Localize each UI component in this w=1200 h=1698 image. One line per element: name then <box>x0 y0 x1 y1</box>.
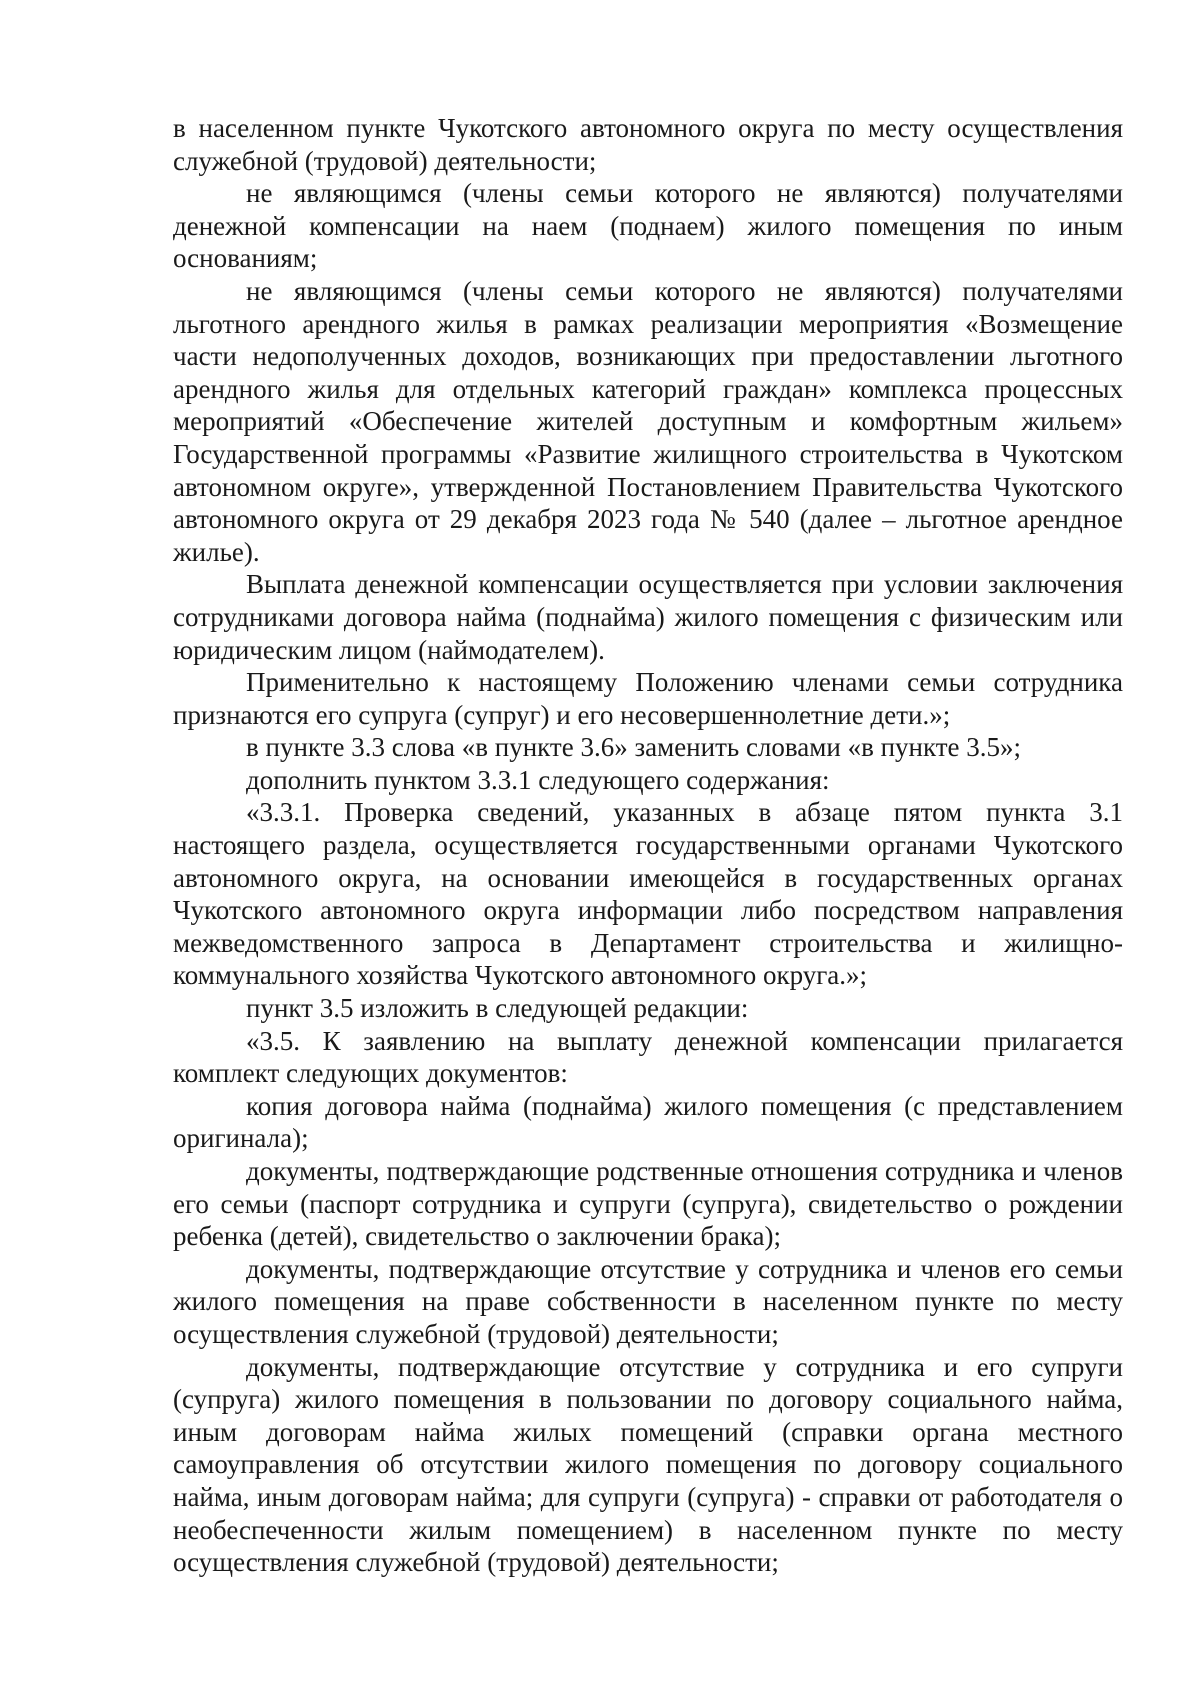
paragraph-1: в населенном пункте Чукотского автономного округа по месту осуществления служебной (трудовой) деятельности; <box>173 113 1123 176</box>
paragraph-11: копия договора найма (поднайма) жилого помещения (с представлением оригинала); <box>173 1090 1123 1154</box>
paragraph-2: не являющимся (члены семьи которого не являются) получателями денежной компенсации на наем (поднаем) жилого помещения по иным основаниям; <box>173 178 1123 274</box>
paragraph-6: в пункте 3.3 слова «в пункте 3.6» заменить словами «в пункте 3.5»; <box>246 732 1022 763</box>
paragraph-10: «3.5. К заявлению на выплату денежной компенсации прилагается комплект следующих документов: <box>173 1025 1123 1089</box>
document-body <box>173 112 1123 1579</box>
paragraph-7: дополнить пунктом 3.3.1 следующего содержания: <box>246 764 830 795</box>
paragraph-12: документы, подтверждающие родственные отношения сотрудника и членов его семьи (паспорт сотрудника и супруги (супруга), свидетельство о рождении ребенка (детей), свидетельство о заключении брака); <box>173 1156 1123 1252</box>
paragraph-4: Выплата денежной компенсации осуществляется при условии заключения сотрудниками договора найма (поднайма) жилого помещения с физическим или юридическим лицом (наймодателем). <box>173 569 1123 665</box>
paragraph-5: Применительно к настоящему Положению членами семьи сотрудника признаются его супруга (супруг) и его несовершеннолетние дети.»; <box>173 667 1123 730</box>
paragraph-14: документы, подтверждающие отсутствие у сотрудника и его супруги (супруга) жилого помещения в пользовании по договору социального найма, иным договорам найма жилых помещений (справки органа местного самоуправления об отсутствии жилого помещения по договору социального найма, иным договорам найма; для супруги (супруга) - справки от работодателя о необеспеченности жилым помещением) в населенном пункте по месту осуществления служебной (трудовой) деятельности; <box>173 1351 1123 1578</box>
paragraph-13: документы, подтверждающие отсутствие у сотрудника и членов его семьи жилого помещения на праве собственности в населенном пункте по месту осуществления служебной (трудовой) деятельности; <box>173 1253 1123 1349</box>
paragraph-8: «3.3.1. Проверка сведений, указанных в абзаце пятом пункта 3.1 настоящего раздела, осуществляется государственными органами Чукотского автономного округа, на основании имеющейся в государственных органах Чукотского автономного округа информации либо посредством направления межведомственного запроса в Департамент строительства и жилищно-коммунального хозяйства Чукотского автономного округа.»; <box>173 797 1123 991</box>
paragraph-3: не являющимся (члены семьи которого не являются) получателями льготного арендного жилья в рамках реализации мероприятия «Возмещение части недополученных доходов, возникающих при предоставлении льготного арендного жилья для отдельных категорий граждан» комплекса процессных мероприятий «Обеспечение жителей доступным и комфортным жильем» Государственной программы «Развитие жилищного строительства в Чукотском автономном округе», утвержденной Постановлением Правительства Чукотского автономного округа от 29 декабря 2023 года № 540 (далее – льготное арендное жилье). <box>173 275 1123 567</box>
paragraph-9: пункт 3.5 изложить в следующей редакции: <box>246 993 749 1024</box>
